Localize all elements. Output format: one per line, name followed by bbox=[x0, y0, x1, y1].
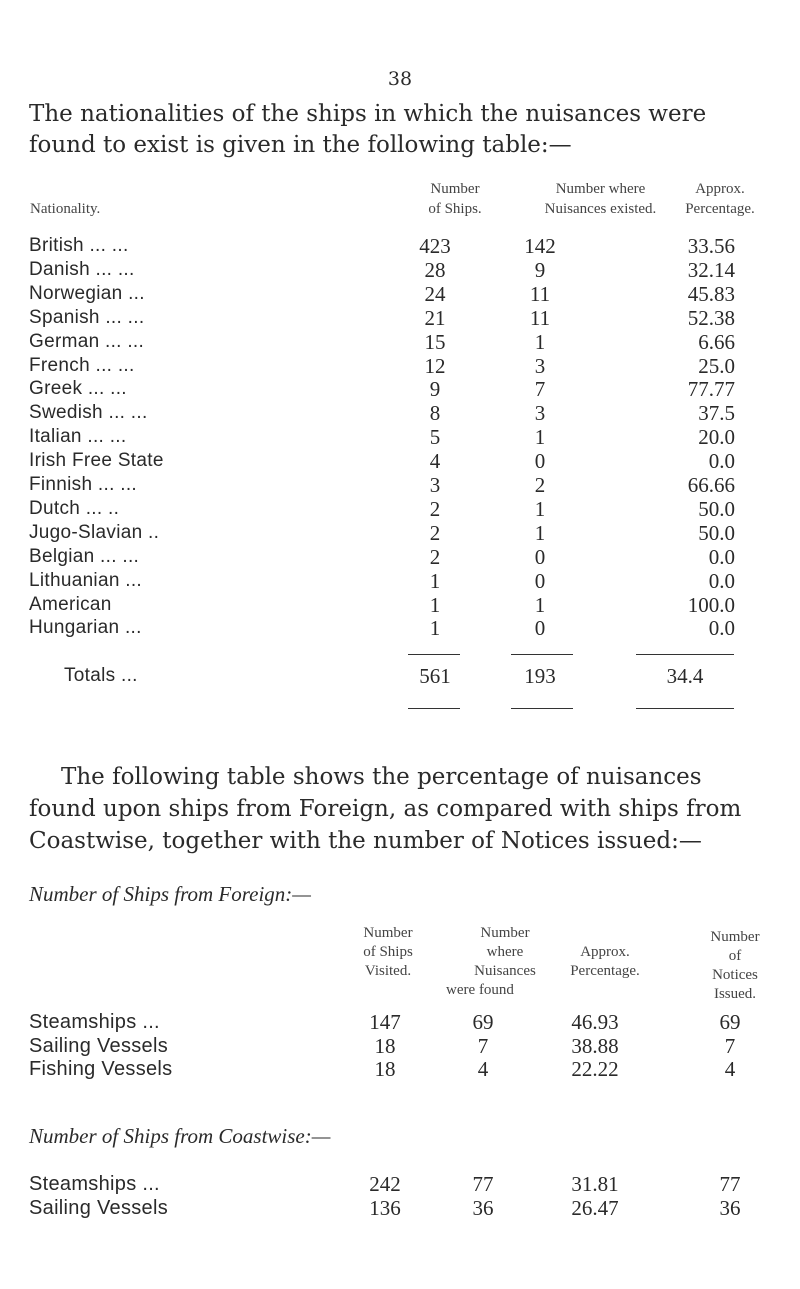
bottom-rule-nuisances bbox=[511, 708, 573, 709]
ships-count: 28 bbox=[424, 258, 446, 282]
mid-line-2: found upon ships from Foreign, as compared with ships from bbox=[29, 796, 742, 822]
bottom-rule-pct bbox=[636, 708, 734, 709]
ships-count: 4 bbox=[429, 449, 441, 473]
approx-percentage: 77.77 bbox=[687, 377, 735, 401]
mid-line-1: The following table shows the percentage of nuisances bbox=[61, 764, 702, 790]
nationality-name: Lithuanian ... bbox=[29, 570, 143, 591]
header-ships-l1: Number bbox=[430, 181, 480, 197]
nationality-name: Finnish ... ... bbox=[29, 474, 137, 495]
nuisances-count: 0 bbox=[534, 449, 546, 473]
coastwise-notices: 77 bbox=[719, 1172, 741, 1196]
foreign-visited: 18 bbox=[374, 1034, 396, 1058]
ships-count: 5 bbox=[429, 425, 441, 449]
foreign-header-notices-l1: Number bbox=[710, 929, 760, 945]
totals-label: Totals ... bbox=[64, 665, 138, 686]
mid-line-3: Coastwise, together with the number of Notices issued:— bbox=[29, 828, 702, 854]
nationality-name: Swedish ... ... bbox=[29, 402, 148, 423]
nuisances-count: 3 bbox=[534, 401, 546, 425]
approx-percentage: 50.0 bbox=[698, 497, 735, 521]
ships-count: 2 bbox=[429, 545, 441, 569]
foreign-nuisances: 69 bbox=[472, 1010, 494, 1034]
nuisances-count: 0 bbox=[534, 616, 546, 640]
nationality-name: Belgian ... ... bbox=[29, 546, 140, 567]
page-number: 38 bbox=[387, 68, 413, 90]
coastwise-title: Number of Ships from Coastwise:— bbox=[29, 1124, 331, 1148]
ships-count: 1 bbox=[429, 569, 441, 593]
foreign-notices: 69 bbox=[719, 1010, 741, 1034]
foreign-header-visited-l1: Number bbox=[363, 925, 413, 941]
approx-percentage: 25.0 bbox=[698, 354, 735, 378]
foreign-nuisances: 7 bbox=[477, 1034, 489, 1058]
approx-percentage: 0.0 bbox=[708, 545, 735, 569]
totals-ships: 561 bbox=[419, 664, 451, 688]
nationality-name: Norwegian ... bbox=[29, 283, 145, 304]
ships-count: 12 bbox=[424, 354, 446, 378]
nuisances-count: 1 bbox=[534, 497, 546, 521]
coastwise-visited: 242 bbox=[369, 1172, 401, 1196]
nuisances-count: 1 bbox=[534, 521, 546, 545]
nationality-name: Hungarian ... bbox=[29, 617, 142, 638]
coastwise-notices: 36 bbox=[719, 1196, 741, 1220]
approx-percentage: 6.66 bbox=[698, 330, 735, 354]
nationality-name: Greek ... ... bbox=[29, 378, 127, 399]
nationality-name: Italian ... ... bbox=[29, 426, 127, 447]
nationality-name: Danish ... ... bbox=[29, 259, 135, 280]
approx-percentage: 66.66 bbox=[687, 473, 735, 497]
nuisances-count: 1 bbox=[534, 593, 546, 617]
totals-rule-pct bbox=[636, 654, 734, 655]
nuisances-count: 3 bbox=[534, 354, 546, 378]
ships-count: 15 bbox=[424, 330, 446, 354]
approx-percentage: 0.0 bbox=[708, 449, 735, 473]
ships-count: 24 bbox=[424, 282, 446, 306]
approx-percentage: 32.14 bbox=[687, 258, 735, 282]
foreign-visited: 18 bbox=[374, 1057, 396, 1081]
nuisances-count: 11 bbox=[529, 306, 551, 330]
header-nuisances-l2: Nuisances existed. bbox=[544, 201, 657, 217]
nationality-name: British ... ... bbox=[29, 235, 129, 256]
coastwise-nuisances: 36 bbox=[472, 1196, 494, 1220]
approx-percentage: 0.0 bbox=[708, 569, 735, 593]
totals-pct: 34.4 bbox=[666, 664, 704, 688]
nuisances-count: 1 bbox=[534, 330, 546, 354]
nationality-name: French ... ... bbox=[29, 355, 135, 376]
approx-percentage: 20.0 bbox=[698, 425, 735, 449]
foreign-header-nuisances-l3: Nuisances bbox=[474, 963, 536, 979]
nationality-name: American bbox=[29, 594, 112, 615]
ships-count: 21 bbox=[424, 306, 446, 330]
foreign-header-nuisances-l1: Number bbox=[480, 925, 530, 941]
approx-percentage: 100.0 bbox=[687, 593, 735, 617]
header-nuisances-l1: Number where bbox=[555, 181, 646, 197]
header-ships-l2: of Ships. bbox=[428, 201, 482, 217]
foreign-header-pct-l2: Percentage. bbox=[570, 963, 640, 979]
ships-count: 9 bbox=[429, 377, 441, 401]
nuisances-count: 7 bbox=[534, 377, 546, 401]
foreign-row-name: Fishing Vessels bbox=[29, 1058, 173, 1080]
approx-percentage: 0.0 bbox=[708, 616, 735, 640]
totals-rule-nuisances bbox=[511, 654, 573, 655]
header-pct-l2: Percentage. bbox=[685, 201, 755, 217]
foreign-header-nuisances-l2: where bbox=[486, 944, 524, 960]
foreign-row-name: Steamships ... bbox=[29, 1011, 160, 1033]
foreign-title: Number of Ships from Foreign:— bbox=[29, 882, 311, 906]
nuisances-count: 0 bbox=[534, 569, 546, 593]
coastwise-visited: 136 bbox=[369, 1196, 401, 1220]
coastwise-row-name: Sailing Vessels bbox=[29, 1197, 169, 1219]
ships-count: 1 bbox=[429, 616, 441, 640]
bottom-rule-ships bbox=[408, 708, 460, 709]
coastwise-row-name: Steamships ... bbox=[29, 1173, 160, 1195]
totals-nuisances: 193 bbox=[524, 664, 556, 688]
nationality-name: German ... ... bbox=[29, 331, 145, 352]
foreign-visited: 147 bbox=[369, 1010, 401, 1034]
approx-percentage: 33.56 bbox=[687, 234, 735, 258]
ships-count: 423 bbox=[419, 234, 451, 258]
nuisances-count: 0 bbox=[534, 545, 546, 569]
nuisances-count: 11 bbox=[529, 282, 551, 306]
foreign-row-name: Sailing Vessels bbox=[29, 1035, 169, 1057]
approx-percentage: 37.5 bbox=[698, 401, 735, 425]
nationality-name: Jugo-Slavian .. bbox=[29, 522, 160, 543]
foreign-header-visited-l3: Visited. bbox=[364, 963, 412, 979]
ships-count: 8 bbox=[429, 401, 441, 425]
header-nationality: Nationality. bbox=[30, 201, 101, 217]
foreign-header-pct-l1: Approx. bbox=[580, 944, 630, 960]
foreign-header-notices-l4: Issued. bbox=[713, 986, 757, 1002]
ships-count: 2 bbox=[429, 497, 441, 521]
nationality-name: Dutch ... .. bbox=[29, 498, 120, 519]
foreign-pct: 22.22 bbox=[571, 1057, 619, 1081]
coastwise-pct: 31.81 bbox=[571, 1172, 619, 1196]
approx-percentage: 45.83 bbox=[687, 282, 735, 306]
nationality-name: Spanish ... ... bbox=[29, 307, 145, 328]
intro-line-2: found to exist is given in the following table:— bbox=[29, 132, 572, 158]
foreign-header-nuisances-l4: were found bbox=[446, 982, 514, 998]
approx-percentage: 52.38 bbox=[687, 306, 735, 330]
foreign-header-notices-l3: Notices bbox=[712, 967, 758, 983]
foreign-nuisances: 4 bbox=[477, 1057, 489, 1081]
totals-rule-ships bbox=[408, 654, 460, 655]
nuisances-count: 9 bbox=[534, 258, 546, 282]
nuisances-count: 142 bbox=[524, 234, 556, 258]
foreign-header-notices-l2: of bbox=[728, 948, 742, 964]
foreign-notices: 4 bbox=[724, 1057, 736, 1081]
header-pct-l1: Approx. bbox=[695, 181, 745, 197]
ships-count: 1 bbox=[429, 593, 441, 617]
foreign-pct: 38.88 bbox=[571, 1034, 619, 1058]
ships-count: 3 bbox=[429, 473, 441, 497]
intro-line-1: The nationalities of the ships in which the nuisances were bbox=[29, 101, 707, 127]
approx-percentage: 50.0 bbox=[698, 521, 735, 545]
coastwise-pct: 26.47 bbox=[571, 1196, 619, 1220]
foreign-pct: 46.93 bbox=[571, 1010, 619, 1034]
foreign-header-visited-l2: of Ships bbox=[363, 944, 413, 960]
foreign-notices: 7 bbox=[724, 1034, 736, 1058]
nuisances-count: 2 bbox=[534, 473, 546, 497]
coastwise-nuisances: 77 bbox=[472, 1172, 494, 1196]
nationality-name: Irish Free State bbox=[29, 450, 164, 471]
ships-count: 2 bbox=[429, 521, 441, 545]
nuisances-count: 1 bbox=[534, 425, 546, 449]
